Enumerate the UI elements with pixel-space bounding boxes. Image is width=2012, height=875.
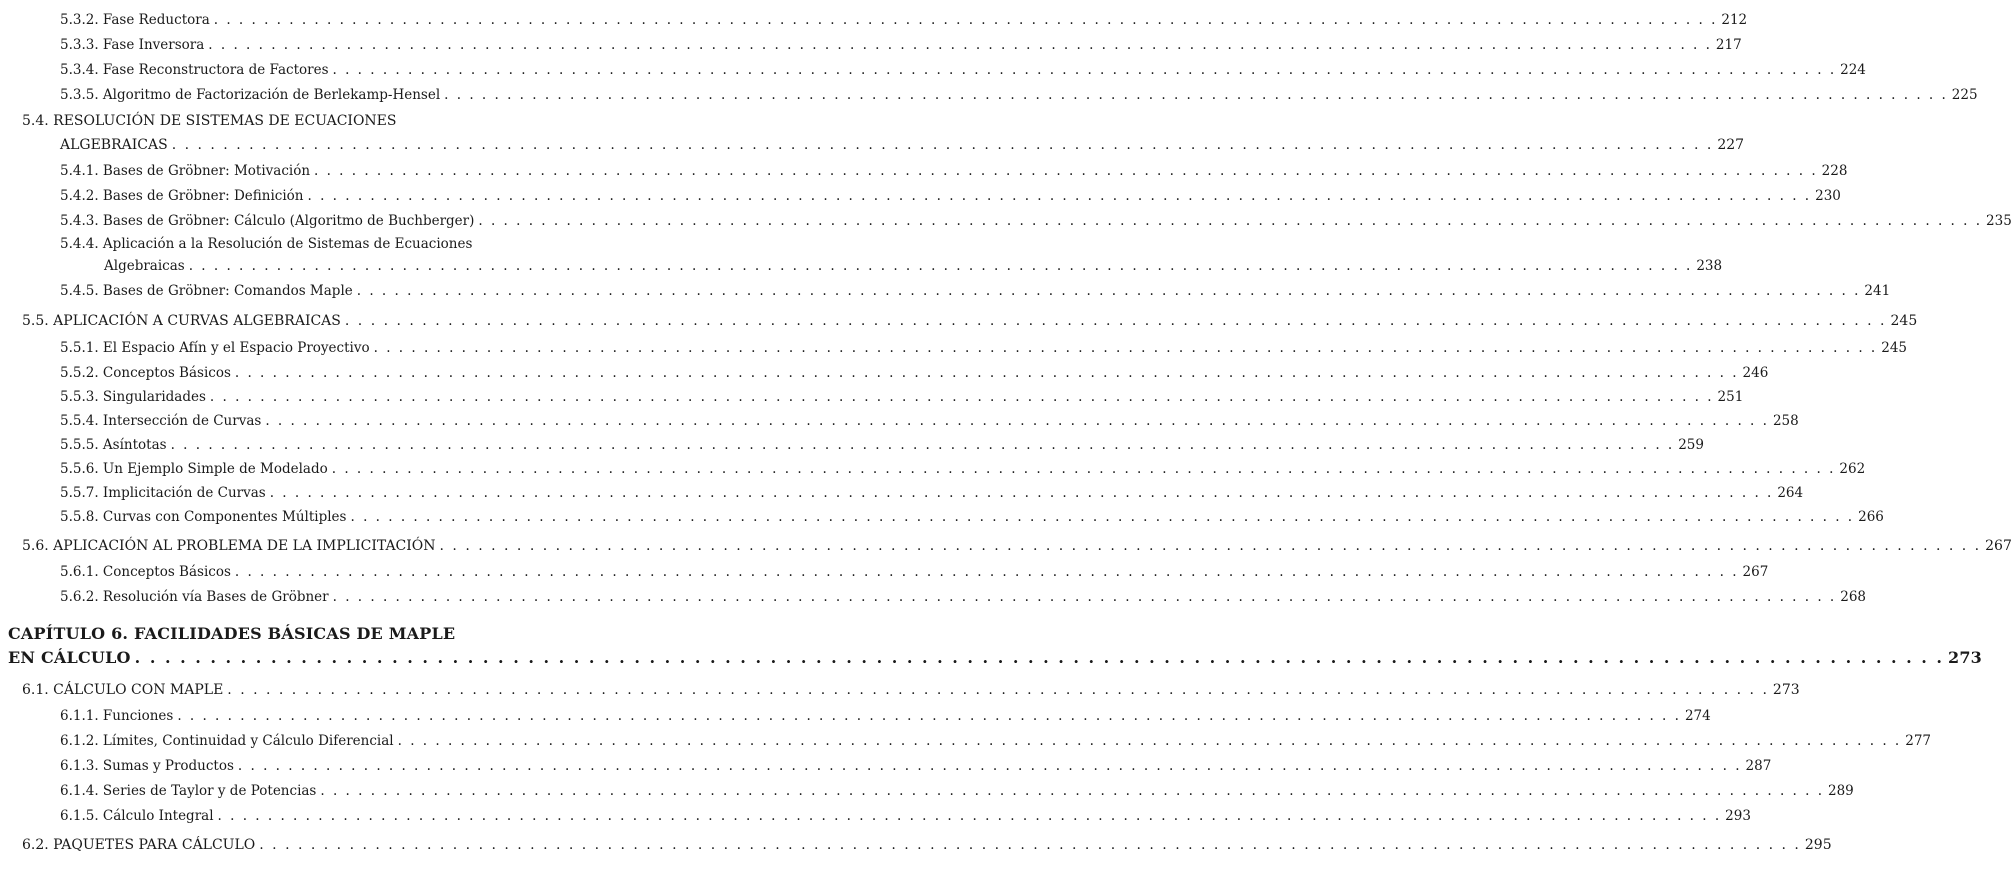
toc-page-number: 245 xyxy=(1881,340,1908,356)
dot-leader: . . . . . . . . . . . . . . . . . . . . . . . . . . . . . . . . . . . . . . . . . . . . . . . . . . . . . . . . . . . . . . . . . . . . . . . . . . . . . . . . . . . . . . . . . . . . . . . . . . . . . . . . . . . . . . . . . . . . . . . . xyxy=(265,413,1769,429)
toc-entry-title: 5.5.6. Un Ejemplo Simple de Modelado xyxy=(60,461,328,477)
toc-page-number: 259 xyxy=(1678,437,1704,453)
toc-page-number: 262 xyxy=(1839,461,1866,477)
subsection-entry xyxy=(60,283,1891,299)
section-entry xyxy=(22,538,2012,554)
toc-entry-title: 5.4.5. Bases de Gröbner: Comandos Maple xyxy=(60,283,353,299)
dot-leader: . . . . . . . . . . . . . . . . . . . . . . . . . . . . . . . . . . . . . . . . . . . . . . . . . . . . . . . . . . . . . . . . . . . . . . . . . . . . . . . . . . . . . . . . . . . . . . . . . . . . . . . . . . . . . . . . . . . . . . . . xyxy=(171,137,1714,153)
dot-leader: . . . . . . . . . . . . . . . . . . . . . . . . . . . . . . . . . . . . . . . . . . . . . . . . . . . . . . . . . . . . . . . . . . . . . . . . . . . . . . . . . . . . . . . . . . . . . . . . . . . . . . . . . . . . . . . . . . . . . . . . xyxy=(331,461,1836,477)
dot-leader: . . . . . . . . . . . . . . . . . . . . . . . . . . . . . . . . . . . . . . . . . . . . . . . . . . . . . . . . . . . . . . . . . . . . . . . . . . . . . . . . . . . . . . . . . . . . . . . . . . . . . . . . . . . . . . . . . . . . . . . . xyxy=(170,437,1675,453)
toc-page-number: 224 xyxy=(1840,62,1866,78)
toc-page-number: 267 xyxy=(1742,564,1769,580)
toc-page-number: 238 xyxy=(1696,258,1723,274)
subsection-entry xyxy=(60,708,1711,724)
dot-leader: . . . . . . . . . . . . . . . . . . . . . . . . . . . . . . . . . . . . . . . . . . . . . . . . . . . . . . . . . . . . . . . . . . . . . . . . . . . . . . . . . . . . . . . . . . . . . . . . . . . . . . . . . . . . . . . . . . . . . . . . xyxy=(269,485,1774,501)
dot-leader: . . . . . . . . . . . . . . . . . . . . . . . . . . . . . . . . . . . . . . . . . . . . . . . . . . . . . . . . . . . . . . . . . . . . . . . . . . . . . . . . . . . . . . . . . . . . . . . . . . . . . . . . . . . . . . . . . . . . . . . . xyxy=(373,340,1878,356)
toc-entry-title: 6.1.5. Cálculo Integral xyxy=(60,808,214,824)
dot-leader: . . . . . . . . . . . . . . . . . . . . . . . . . . . . . . . . . . . . . . . . . . . . . . . . . . . . . . . . . . . . . . . . . . . . . . . . . . . . . . . . . . . . . . . . . . . . . . . . . . . . . . . . . . . . . . . . . . . . . . . . xyxy=(234,365,1739,381)
dot-leader: . . . . . . . . . . . . . . . . . . . . . . . . . . . . . . . . . . . . . . . . . . . . . . . . . . . . . . . . . . . . . . . . . . . . . . . . . . . . . . . . . . . . . . . . . . . . . . . . . . . . . . . . . . . . . . . . . . . . . . . . xyxy=(320,783,1824,799)
dot-leader: . . . . . . . . . . . . . . . . . . . . . . . . . . . . . . . . . . . . . . . . . . . . . . . . . . . . . . . . . . . . . . . . . . . . . . . . . . . . . . . . . . . . . . . . . . . . . . . . . . . . . . . . . . . . . . . . . . . . . . . . xyxy=(307,188,1812,204)
toc-entry-title: 5.5.3. Singularidades xyxy=(60,389,206,405)
toc-page-number: 295 xyxy=(1804,837,1832,853)
toc-page-number: 273 xyxy=(1772,682,1800,698)
toc-entry-title: 5.5.4. Intersección de Curvas xyxy=(60,413,262,429)
subsection-entry xyxy=(60,564,1769,580)
toc-entry-title: 5.5.5. Asíntotas xyxy=(60,437,167,453)
toc-entry-title: 5.5.1. El Espacio Afín y el Espacio Proyectivo xyxy=(60,340,370,356)
toc-page-number: 230 xyxy=(1815,188,1841,204)
toc-entry-title: 6.1.1. Funciones xyxy=(60,708,174,724)
toc-page-number: 212 xyxy=(1721,12,1748,28)
toc-entry-title: 5.6.2. Resolución vía Bases de Gröbner xyxy=(60,589,329,605)
toc-page-number: 267 xyxy=(1985,538,2012,554)
subsection-entry xyxy=(60,163,1848,179)
subsection-entry xyxy=(60,783,1854,799)
toc-page-number: 225 xyxy=(1951,87,1978,103)
toc-entry-title-line1: 5.4.4. Aplicación a la Resolución de Sistemas de Ecuaciones xyxy=(60,236,473,252)
subsection-entry xyxy=(60,808,1751,824)
toc-entry-title: 5.5.7. Implicitación de Curvas xyxy=(60,485,266,501)
dot-leader: . . . . . . . . . . . . . . . . . . . . . . . . . . . . . . . . . . . . . . . . . . . . . . . . . . . . . . . . . . . . . . . . . . . . . . . . . . . . . . . . . . . . . . . . . . . . . . . . . . . . . . . . . . . . . . . . . . . . . . . . xyxy=(444,87,1948,103)
subsection-entry xyxy=(60,87,1978,103)
dot-leader: . . . . . . . . . . . . . . . . . . . . . . . . . . . . . . . . . . . . . . . . . . . . . . . . . . . . . . . . . . . . . . . . . . . . . . . . . . . . . . . . . . . . . . . . . . . . . . . . . . . . . . . . . . . . . . . . . . . . . . . . xyxy=(234,564,1739,580)
toc-entry-title: ALGEBRAICAS xyxy=(60,137,168,153)
section-entry xyxy=(22,682,1800,698)
toc-entry-title: 6.1.3. Sumas y Productos xyxy=(60,758,234,774)
toc-page-number: 246 xyxy=(1742,365,1769,381)
toc-page-number: 264 xyxy=(1777,485,1804,501)
toc-entry-title: 5.3.2. Fase Reductora xyxy=(60,12,210,28)
toc-page-number: 241 xyxy=(1864,283,1891,299)
toc-entry-title-line1: CAPÍTULO 6. FACILIDADES BÁSICAS DE MAPLE xyxy=(8,624,456,643)
dot-leader: . . . . . . . . . . . . . . . . . . . . . . . . . . . . . . . . . . . . . . . . . . . . . . . . . . . . . . . . . . . . . . . . . . . . . . . . . . . . . . . . . . . . . . . . . . . . . . . . . . . . . . . . . . . . . . . . . . . . . . . . xyxy=(188,258,1693,274)
toc-entry-title: 5.4.3. Bases de Gröbner: Cálculo (Algoritmo de Buchberger) xyxy=(60,213,475,229)
subsection-entry xyxy=(60,461,1866,477)
subsection-entry xyxy=(60,485,1804,501)
dot-leader: . . . . . . . . . . . . . . . . . . . . . . . . . . . . . . . . . . . . . . . . . . . . . . . . . . . . . . . . . . . . . . . . . . . . . . . . . . . . . . . . . . . . . . . . . . . . . . . . . . . . . . . . . . . . . . . . . . . . . . . . xyxy=(209,389,1714,405)
toc-entry-title: Algebraicas xyxy=(104,258,185,274)
toc-page-number: 235 xyxy=(1986,213,2012,229)
toc-entry-title: 5.3.3. Fase Inversora xyxy=(60,37,205,53)
toc-page-number: 289 xyxy=(1828,783,1854,799)
toc-page-number: 273 xyxy=(1947,648,1982,667)
dot-leader: . . . . . . . . . . . . . . . . . . . . . . . . . . . . . . . . . . . . . . . . . . . . . . . . . . . . . . . . . . . . . . . . . . . . . . . . . . . . . . . . . . . . . . . . . . . . . . . . . . . . . . . . . . . . . . . . . . . . . . . . xyxy=(332,62,1837,78)
toc-page-number: 228 xyxy=(1821,163,1848,179)
toc-entry-title-line1: 5.4. RESOLUCIÓN DE SISTEMAS DE ECUACIONES xyxy=(22,113,397,129)
toc-page-number: 217 xyxy=(1715,37,1742,53)
toc-entry-title: 6.1.4. Series de Taylor y de Potencias xyxy=(60,783,317,799)
dot-leader: . . . . . . . . . . . . . . . . . . . . . . . . . . . . . . . . . . . . . . . . . . . . . . . . . . . . . . . . . . . . . . . . . . . . . . . . . . . . . . . . . . . . . . . . . . . . . . . . . . . . . . . . . . . . . . . . . . . . . . . . xyxy=(350,509,1855,525)
toc-entry-title: 5.4.1. Bases de Gröbner: Motivación xyxy=(60,163,311,179)
dot-leader: . . . . . . . . . . . . . . . . . . . . . . . . . . . . . . . . . . . . . . . . . . . . . . . . . . . . . . . . . . . . . . . . . . . . . . . . . . . . . . . . . . . . . . . . . . . . . . . . . . . . . . . . . . . . . . . . . . . . . . . . xyxy=(227,682,1769,698)
dot-leader: . . . . . . . . . . . . . . . . . . . . . . . . . . . . . . . . . . . . . . . . . . . . . . . . . . . . . . . . . . . . . . . . . . . . . . . . . . . . . . . . . . . . . . . . . . . . . . . . . . . . . . . . . . . . . . . . . . . . . . . . xyxy=(259,837,1801,853)
dot-leader: . . . . . . . . . . . . . . . . . . . . . . . . . . . . . . . . . . . . . . . . . . . . . . . . . . . . . . . . . . . . . . . . . . . . . . . . . . . . . . . . . . . . . . . . . . . . . . . . . . . . . . . . . . . . . . . . . . . . . . . . xyxy=(134,648,1944,667)
subsection-entry xyxy=(60,12,1748,28)
toc-page-number: 266 xyxy=(1858,509,1884,525)
subsection-entry xyxy=(60,589,1867,605)
dot-leader: . . . . . . . . . . . . . . . . . . . . . . . . . . . . . . . . . . . . . . . . . . . . . . . . . . . . . . . . . . . . . . . . . . . . . . . . . . . . . . . . . . . . . . . . . . . . . . . . . . . . . . . . . . . . . . . . . . . . . . . . xyxy=(314,163,1818,179)
section-entry xyxy=(22,313,1918,329)
toc-page-number: 258 xyxy=(1772,413,1799,429)
subsection-entry xyxy=(60,758,1772,774)
section-entry xyxy=(22,837,1832,853)
toc-page-number: 227 xyxy=(1717,137,1745,153)
dot-leader: . . . . . . . . . . . . . . . . . . . . . . . . . . . . . . . . . . . . . . . . . . . . . . . . . . . . . . . . . . . . . . . . . . . . . . . . . . . . . . . . . . . . . . . . . . . . . . . . . . . . . . . . . . . . . . . . . . . . . . . . xyxy=(344,313,1887,329)
dot-leader: . . . . . . . . . . . . . . . . . . . . . . . . . . . . . . . . . . . . . . . . . . . . . . . . . . . . . . . . . . . . . . . . . . . . . . . . . . . . . . . . . . . . . . . . . . . . . . . . . . . . . . . . . . . . . . . . . . . . . . . . xyxy=(332,589,1837,605)
toc-entry-title: 5.6.1. Conceptos Básicos xyxy=(60,564,231,580)
toc-entry-title: 6.1. CÁLCULO CON MAPLE xyxy=(22,682,224,698)
toc-entry-title: 5.4.2. Bases de Gröbner: Definición xyxy=(60,188,304,204)
subsection-entry xyxy=(60,340,1908,356)
dot-leader: . . . . . . . . . . . . . . . . . . . . . . . . . . . . . . . . . . . . . . . . . . . . . . . . . . . . . . . . . . . . . . . . . . . . . . . . . . . . . . . . . . . . . . . . . . . . . . . . . . . . . . . . . . . . . . . . . . . . . . . . xyxy=(177,708,1681,724)
toc-entry-title: 5.5.8. Curvas con Componentes Múltiples xyxy=(60,509,347,525)
toc-entry-title: 5.5. APLICACIÓN A CURVAS ALGEBRAICAS xyxy=(22,313,341,329)
dot-leader: . . . . . . . . . . . . . . . . . . . . . . . . . . . . . . . . . . . . . . . . . . . . . . . . . . . . . . . . . . . . . . . . . . . . . . . . . . . . . . . . . . . . . . . . . . . . . . . . . . . . . . . . . . . . . . . . . . . . . . . . xyxy=(217,808,1722,824)
dot-leader: . . . . . . . . . . . . . . . . . . . . . . . . . . . . . . . . . . . . . . . . . . . . . . . . . . . . . . . . . . . . . . . . . . . . . . . . . . . . . . . . . . . . . . . . . . . . . . . . . . . . . . . . . . . . . . . . . . . . . . . . xyxy=(356,283,1861,299)
subsection-entry xyxy=(60,413,1799,429)
toc-page-number: 293 xyxy=(1725,808,1751,824)
subsection-entry xyxy=(60,509,1884,525)
subsection-entry xyxy=(104,258,1723,274)
subsection-entry xyxy=(60,213,2012,229)
toc-entry-title: 5.5.2. Conceptos Básicos xyxy=(60,365,231,381)
toc-page-number: 251 xyxy=(1717,389,1744,405)
toc-entry-title: 6.2. PAQUETES PARA CÁLCULO xyxy=(22,837,256,853)
toc-entry-title: 5.3.4. Fase Reconstructora de Factores xyxy=(60,62,329,78)
subsection-entry xyxy=(60,37,1742,53)
dot-leader: . . . . . . . . . . . . . . . . . . . . . . . . . . . . . . . . . . . . . . . . . . . . . . . . . . . . . . . . . . . . . . . . . . . . . . . . . . . . . . . . . . . . . . . . . . . . . . . . . . . . . . . . . . . . . . . . . . . . . . . . xyxy=(439,538,1982,554)
subsection-entry xyxy=(60,389,1744,405)
dot-leader: . . . . . . . . . . . . . . . . . . . . . . . . . . . . . . . . . . . . . . . . . . . . . . . . . . . . . . . . . . . . . . . . . . . . . . . . . . . . . . . . . . . . . . . . . . . . . . . . . . . . . . . . . . . . . . . . . . . . . . . . xyxy=(213,12,1718,28)
subsection-entry xyxy=(60,733,1932,749)
subsection-entry xyxy=(60,62,1866,78)
dot-leader: . . . . . . . . . . . . . . . . . . . . . . . . . . . . . . . . . . . . . . . . . . . . . . . . . . . . . . . . . . . . . . . . . . . . . . . . . . . . . . . . . . . . . . . . . . . . . . . . . . . . . . . . . . . . . . . . . . . . . . . . xyxy=(208,37,1712,53)
dot-leader: . . . . . . . . . . . . . . . . . . . . . . . . . . . . . . . . . . . . . . . . . . . . . . . . . . . . . . . . . . . . . . . . . . . . . . . . . . . . . . . . . . . . . . . . . . . . . . . . . . . . . . . . . . . . . . . . . . . . . . . . xyxy=(237,758,1742,774)
toc-page-number: 268 xyxy=(1840,589,1867,605)
toc-page-number: 245 xyxy=(1890,313,1918,329)
toc-entry-title: 6.1.2. Límites, Continuidad y Cálculo Diferencial xyxy=(60,733,394,749)
dot-leader: . . . . . . . . . . . . . . . . . . . . . . . . . . . . . . . . . . . . . . . . . . . . . . . . . . . . . . . . . . . . . . . . . . . . . . . . . . . . . . . . . . . . . . . . . . . . . . . . . . . . . . . . . . . . . . . . . . . . . . . . xyxy=(478,213,1983,229)
toc-page-number: 274 xyxy=(1684,708,1711,724)
toc-entry-title: 5.3.5. Algoritmo de Factorización de Berlekamp-Hensel xyxy=(60,87,441,103)
toc-page-number: 287 xyxy=(1745,758,1772,774)
subsection-entry xyxy=(60,188,1841,204)
toc-entry-title: 5.6. APLICACIÓN AL PROBLEMA DE LA IMPLICITACIÓN xyxy=(22,538,436,554)
chapter-entry xyxy=(8,648,1982,667)
toc-entry-title: EN CÁLCULO xyxy=(8,648,131,667)
section-entry xyxy=(60,137,1745,153)
toc-page-number: 277 xyxy=(1905,733,1932,749)
subsection-entry xyxy=(60,437,1704,453)
dot-leader: . . . . . . . . . . . . . . . . . . . . . . . . . . . . . . . . . . . . . . . . . . . . . . . . . . . . . . . . . . . . . . . . . . . . . . . . . . . . . . . . . . . . . . . . . . . . . . . . . . . . . . . . . . . . . . . . . . . . . . . . xyxy=(397,733,1902,749)
subsection-entry xyxy=(60,365,1769,381)
